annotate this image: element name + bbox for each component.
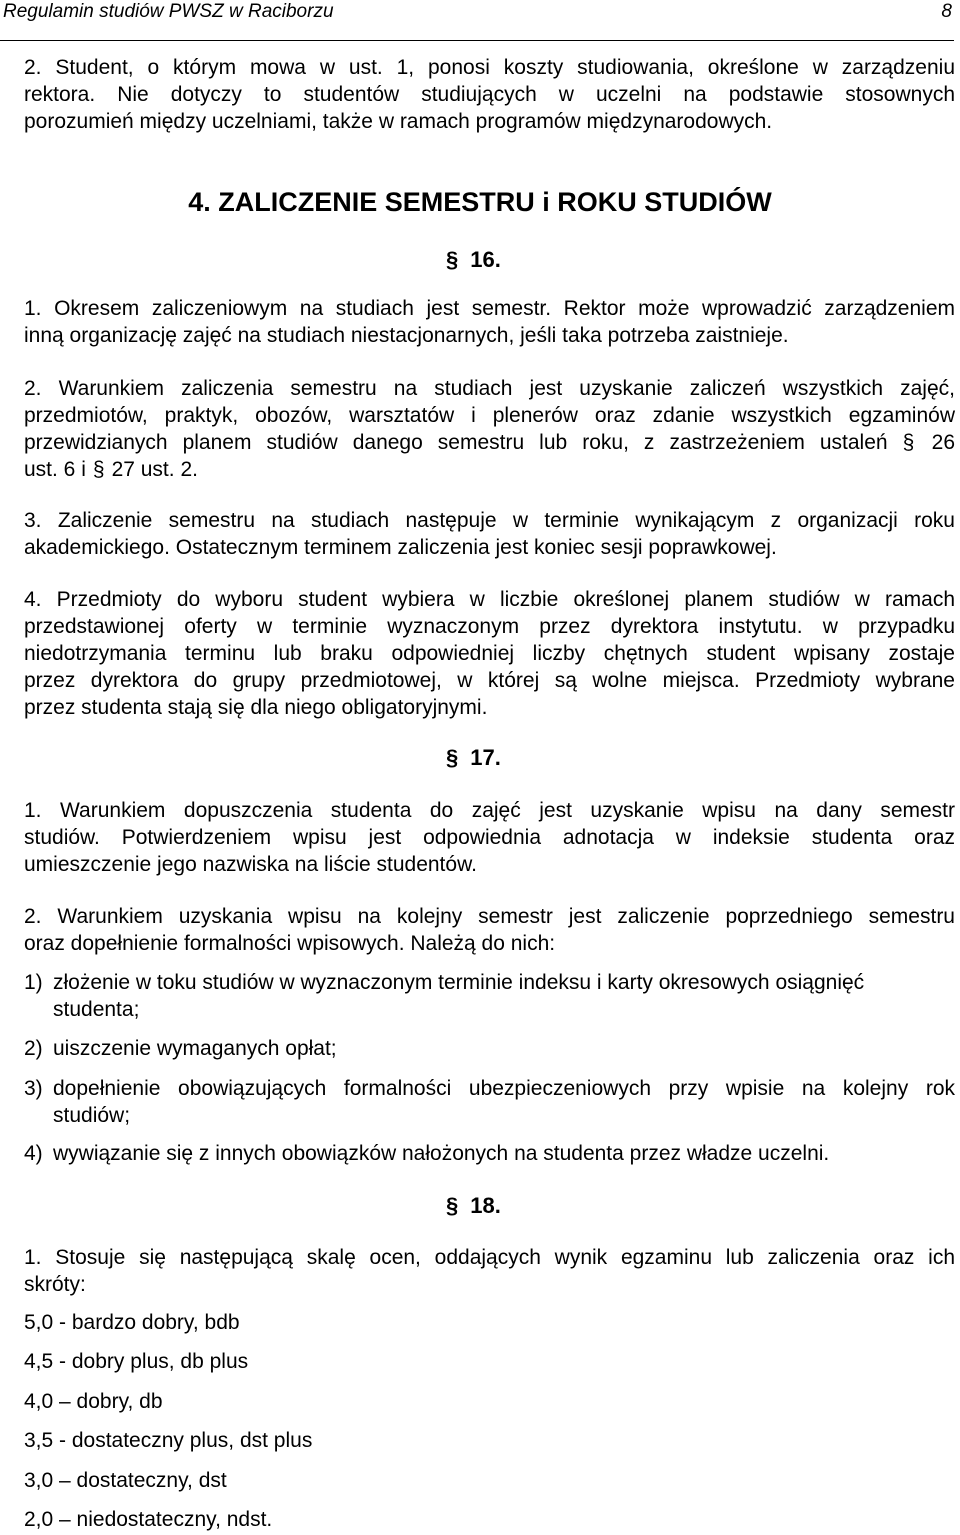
page-number: 8 [941,1,952,22]
list-item-number: 4) [24,1142,43,1165]
text-line: oraz dopełnienie formalności wpisowych. Należą do nich: [24,932,556,955]
text-line: akademickiego. Ostatecznym terminem zaliczenia jest koniec sesji poprawkowej. [24,536,777,559]
text-line: studiów; [53,1104,131,1127]
s16-paragraph-4 [24,586,955,721]
text-line: wywiązanie się z innych obowiązków nałożonych na studenta przez władze uczelni. [53,1142,830,1165]
text-line: złożenie w toku studiów w wyznaczonym terminie indeksu i karty okresowych osiągnięć [53,971,865,994]
text-segment: 26 [931,431,955,454]
section-symbol: § [446,1193,459,1218]
section-symbol: § [446,745,459,770]
text-segment: ust. 6 i [24,458,86,481]
list-item [24,1140,955,1167]
text-line-with-ref [24,456,955,483]
text-line: 2. Warunkiem zaliczenia semestru na studiach jest uzyskanie zaliczeń wszystkich zajęć, [24,377,955,400]
text-line: inną organizację zajęć na studiach niestacjonarnych, jeśli taka potrzeba zaistnieje. [24,324,789,347]
section-symbol: § [92,458,105,481]
text-line: umieszczenie jego nazwiska na liście studentów. [24,853,477,876]
text-line: dopełnienie obowiązujących formalności ubezpieczeniowych przy wpisie na kolejny rok [53,1077,955,1100]
section-number: 17. [470,745,501,770]
s18-paragraph-1 [24,1244,955,1298]
grade-item: 3,5 - dostateczny plus, dst plus [24,1429,313,1452]
list-item-number: 3) [24,1077,43,1100]
s17-paragraph-1 [24,797,955,878]
text-line: 2. Student, o którym mowa w ust. 1, ponosi koszty studiowania, określone w zarządzeniu [24,56,955,79]
s17-paragraph-2 [24,903,955,957]
section-17-heading [446,744,501,772]
grade-item: 4,5 - dobry plus, db plus [24,1350,249,1373]
section-number: 16. [470,247,501,272]
text-line: skróty: [24,1273,86,1296]
text-line: 4. Przedmioty do wyboru student wybiera w liczbie określonej planem studiów w ramach [24,588,955,611]
intro-paragraph [24,54,955,135]
grade-item: 3,0 – dostateczny, dst [24,1469,227,1492]
list-item-number: 2) [24,1037,43,1060]
text-line: uiszczenie wymaganych opłat; [53,1037,337,1060]
chapter-title: 4. ZALICZENIE SEMESTRU i ROKU STUDIÓW [188,187,772,217]
text-line: 1. Warunkiem dopuszczenia studenta do zajęć jest uzyskanie wpisu na dany semestr [24,799,955,822]
document-title: Regulamin studiów PWSZ w Raciborzu [3,1,334,22]
page-header [0,0,954,42]
text-line: niedotrzymania terminu lub braku odpowiedniej liczby chętnych student wpisany zostaje [24,642,955,665]
text-line: 1. Stosuje się następującą skalę ocen, oddających wynik egzaminu lub zaliczenia oraz ich [24,1246,955,1269]
text-segment: przewidzianych planem studiów danego semestru lub roku, z zastrzeżeniem ustaleń [24,431,888,454]
text-line-with-ref [24,429,955,456]
list-item [24,1075,955,1129]
header-divider [0,40,954,41]
text-line: 2. Warunkiem uzyskania wpisu na kolejny semestr jest zaliczenie poprzedniego semestru [24,905,955,928]
section-symbol: § [446,247,459,272]
text-segment: 27 ust. 2. [111,458,198,481]
list-item [24,1035,955,1062]
grade-item: 4,0 – dobry, db [24,1390,163,1413]
section-symbol: § [902,431,915,454]
text-line: przez dyrektora do grupy przedmiotowej, w której są wolne miejsca. Przedmioty wybrane [24,669,955,692]
section-16-heading [446,246,501,274]
text-line: porozumień między uczelniami, także w ramach programów międzynarodowych. [24,110,773,133]
list-item [24,969,955,1023]
text-line: przedmiotów, praktyk, obozów, warsztatów i plenerów oraz zdanie wszystkich egzaminów [24,404,955,427]
grade-item: 5,0 - bardzo dobry, bdb [24,1311,240,1334]
s16-paragraph-1 [24,295,955,349]
s16-paragraph-3 [24,507,955,561]
section-number: 18. [470,1193,501,1218]
grade-item: 2,0 – niedostateczny, ndst. [24,1508,273,1531]
text-line: studiów. Potwierdzeniem wpisu jest odpowiednia adnotacja w indeksie studenta oraz [24,826,955,849]
text-line: przez studenta stają się dla niego obligatoryjnymi. [24,696,488,719]
text-line: 1. Okresem zaliczeniowym na studiach jest semestr. Rektor może wprowadzić zarządzeniem [24,297,955,320]
text-line: 3. Zaliczenie semestru na studiach następuje w terminie wynikającym z organizacji roku [24,509,955,532]
text-line: studenta; [53,998,140,1021]
s16-paragraph-2 [24,375,955,483]
list-item-number: 1) [24,971,43,994]
text-line: przedstawionej oferty w terminie wyznaczonym przez dyrektora instytutu. w przypadku [24,615,955,638]
text-line: rektora. Nie dotyczy to studentów studiujących w uczelni na podstawie stosownych [24,83,955,106]
section-18-heading [446,1192,501,1220]
